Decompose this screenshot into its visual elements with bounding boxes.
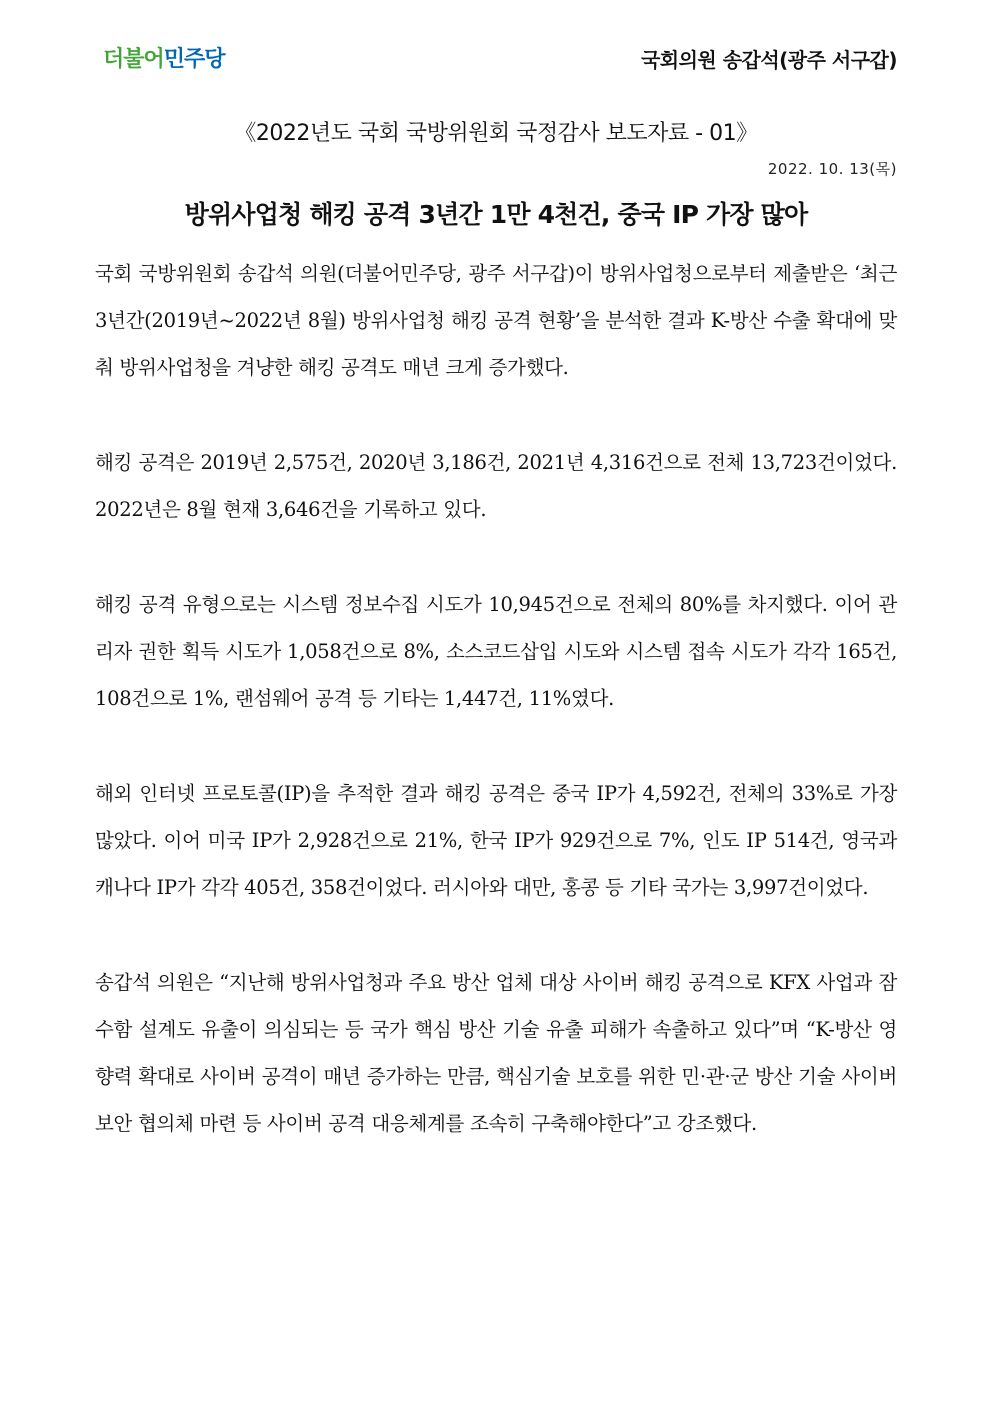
document-date: 2022. 10. 13(목) <box>767 160 897 178</box>
paragraph: 해외 인터넷 프로토콜(IP)을 추적한 결과 해킹 공격은 중국 IP가 4,592건, 전체의 33%로 가장 많았다. 이어 미국 IP가 2,928건으로 21%, 한국 IP가 929건으로 7%, 인도 IP 514건, 영국과 캐나다 IP가 각각 405건, 358건이었다. 러시아와 대만, 홍콩 등 기타 국가는 3,997건이었다. <box>95 782 897 899</box>
party-logo <box>103 42 225 73</box>
party-logo-part1: 더불어 <box>103 47 164 72</box>
paragraph: 해킹 공격은 2019년 2,575건, 2020년 3,186건, 2021년 4,316건으로 전체 13,723건이었다. 2022년은 8월 현재 3,646건을 기록하고 있다. <box>95 451 897 521</box>
paragraph: 국회 국방위원회 송갑석 의원(더불어민주당, 광주 서구갑)이 방위사업청으로부터 제출받은 ‘최근 3년간(2019년~2022년 8월) 방위사업청 해킹 공격 현황’을 분석한 결과 K-방산 수출 확대에 맞춰 방위사업청을 겨냥한 해킹 공격도 매년 크게 증가했다. <box>95 262 897 379</box>
party-logo-part2: 민주당 <box>163 47 225 72</box>
paragraph: 송갑석 의원은 “지난해 방위사업청과 주요 방산 업체 대상 사이버 해킹 공격으로 KFX 사업과 잠수함 설계도 유출이 의심되는 등 국가 핵심 방산 기술 유출 피해가 속출하고 있다”며 “K-방산 영향력 확대로 사이버 공격이 매년 증가하는 만큼, 핵심기술 보호를 위한 민·관·군 방산 기술 사이버보안 협의체 마련 등 사이버 공격 대응체계를 조속히 구축해야한다”고 강조했다. <box>95 971 897 1135</box>
document-title: 《2022년도 국회 국방위원회 국정감사 보도자료 - 01》 <box>234 121 758 146</box>
page-header <box>0 0 992 90</box>
paragraph: 해킹 공격 유형으로는 시스템 정보수집 시도가 10,945건으로 전체의 80%를 차지했다. 이어 관리자 권한 획득 시도가 1,058건으로 8%, 소스코드삽입 시도와 시스템 접속 시도가 각각 165건, 108건으로 1%, 랜섬웨어 공격 등 기타는 1,447건, 11%였다. <box>95 593 897 710</box>
article-body <box>95 250 897 1195</box>
member-name: 국회의원 송갑석(광주 서구갑) <box>640 48 897 72</box>
headline: 방위사업청 해킹 공격 3년간 1만 4천건, 중국 IP 가장 많아 <box>184 200 808 229</box>
